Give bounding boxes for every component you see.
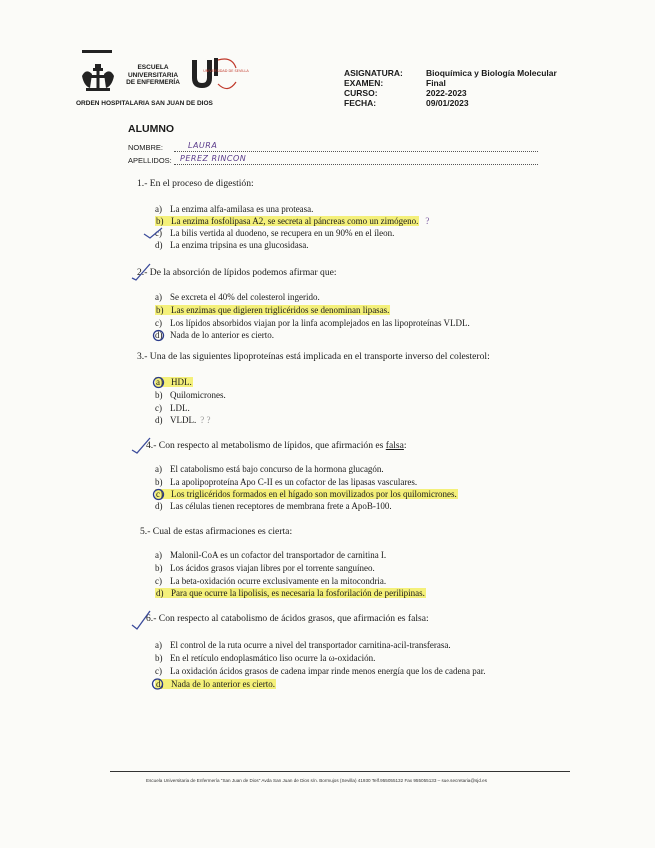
info-value: 2022-2023 — [426, 88, 467, 98]
surname-handwritten: PEREZ RINCON — [180, 154, 247, 163]
exam-info — [344, 68, 557, 108]
q5-option-a: a) Malonil-CoA es un cofactor del transportador de carnitina I. — [155, 550, 387, 560]
info-label: EXAMEN: — [344, 78, 384, 88]
school-line: ESCUELA — [137, 64, 169, 71]
name-line — [174, 139, 538, 152]
top-rule — [82, 50, 112, 53]
q1-option-b: b) La enzima fosfolipasa A2, se secreta al páncreas como un zimógeno. ? — [156, 216, 430, 226]
name-field — [128, 139, 538, 152]
q3-option-d: d) VLDL. ? ? — [155, 415, 211, 425]
q6-option-a: a) El control de la ruta ocurre a nivel del transportador carnitina-acil-transferasa. — [155, 640, 451, 650]
school-name — [120, 64, 186, 87]
q6-option-d: d) Nada de lo anterior es cierto. — [156, 679, 275, 689]
q6-option-b: b) En el retículo endoplasmático liso ocurre la ω-oxidación. — [155, 653, 376, 663]
slash-mark-icon — [130, 262, 152, 282]
name-handwritten: LAURA — [188, 141, 218, 150]
surname-label: APELLIDOS: — [128, 156, 172, 165]
footer-rule — [110, 771, 570, 772]
question-3: 3.- Una de las siguientes lipoproteínas está implicada en el transporte inverso del colesterol: — [137, 351, 490, 362]
surname-field — [128, 152, 538, 165]
order-name: ORDEN HOSPITALARIA SAN JUAN DE DIOS — [76, 100, 213, 107]
info-label: ASIGNATURA: — [344, 68, 403, 78]
info-value: 09/01/2023 — [426, 98, 469, 108]
q1-option-d: d) La enzima tripsina es una glucosidasa. — [155, 240, 309, 250]
q5-option-c: c) La beta-oxidación ocurre exclusivamente en la mitocondria. — [155, 576, 387, 586]
circle-mark-icon — [152, 329, 165, 342]
q1-note: ? — [425, 216, 430, 226]
school-line: UNIVERSITARIA — [127, 71, 179, 79]
university-seal-logo — [188, 54, 249, 100]
q4-option-c: c) Los triglicéridos formados en el hígado son movilizados por los quilomicrones. — [156, 489, 457, 499]
question-2: 2.- De la absorción de lípidos podemos afirmar que: — [137, 267, 337, 278]
q5-option-b: b) Los ácidos grasos viajan libres por el torrente sanguíneo. — [155, 563, 375, 573]
footer-text: Escuela Universitaria de Enfermería "San Juan de Dios" Avda San Juan de Dios s/n. Bormujos (Sevilla) 41930 Telf.955055132 Fax 955055133 – sue.secretaria@sjd.es — [146, 778, 487, 783]
school-line: DE ENFERMERÍA — [126, 79, 180, 86]
slash-mark-icon — [130, 436, 152, 456]
student-title: ALUMNO — [128, 123, 175, 135]
question-4: 4.- Con respecto al metabolismo de lípidos, que afirmación es falsa: — [146, 440, 407, 451]
name-label: NOMBRE: — [128, 143, 164, 152]
q4-option-d: d) Las células tienen receptores de membrana frete a ApoB-100. — [155, 501, 392, 511]
question-6: 6.- Con respecto al catabolismo de ácidos grasos, que afirmación es falsa: — [146, 613, 429, 624]
q1-option-a: a) La enzima alfa-amilasa es una proteasa. — [155, 204, 314, 214]
q3-note: ? ? — [200, 415, 211, 425]
circle-mark-icon — [152, 376, 165, 389]
q2-option-d: d) Nada de lo anterior es cierto. — [155, 330, 274, 340]
q3-option-b: b) Quilomicrones. — [155, 390, 226, 400]
info-row — [344, 88, 557, 98]
seal-text: UNIVERSIDAD DE SEVILLA — [203, 69, 249, 73]
info-label: CURSO: — [344, 88, 378, 98]
info-row — [344, 98, 557, 108]
order-cross-logo — [78, 62, 118, 92]
q3-option-c: c) LDL. — [155, 403, 190, 413]
q6-option-c: c) La oxidación ácidos grasos de cadena impar rinde menos energía que los de cadena par. — [155, 666, 486, 676]
question-1: 1.- En el proceso de digestión: — [137, 178, 254, 189]
info-row — [344, 68, 557, 78]
info-value: Bioquímica y Biología Molecular — [426, 68, 557, 78]
q4-option-b: b) La apolipoproteína Apo C-II es un cofactor de las lipasas vasculares. — [155, 477, 418, 487]
info-value: Final — [426, 78, 446, 88]
q2-option-b: b) Las enzimas que digieren triglicéridos se denominan lipasas. — [156, 305, 390, 315]
q2-option-c: c) Los lípidos absorbidos viajan por la linfa acomplejados en las lipoproteínas VLDL. — [155, 318, 470, 328]
slash-mark-icon — [130, 609, 152, 633]
info-row — [344, 78, 557, 88]
checkmark-icon — [142, 226, 164, 240]
q1-option-c: c) La bilis vertida al duodeno, se recupera en un 90% en el íleon. — [155, 228, 395, 238]
q4-option-a: a) El catabolismo está bajo concurso de la hormona glucagón. — [155, 464, 384, 474]
q2-option-a: a) Se excreta el 40% del colesterol ingerido. — [155, 292, 320, 302]
question-5: 5.- Cual de estas afirmaciones es cierta: — [140, 526, 293, 537]
info-label: FECHA: — [344, 98, 377, 108]
q3-option-a: a) HDL. — [156, 377, 192, 387]
circle-mark-icon — [152, 488, 165, 501]
circle-mark-icon — [151, 677, 164, 691]
surname-line — [174, 152, 538, 165]
q5-option-d: d) Para que ocurre la lipolisis, es necesaria la fosforilación de perilipinas. — [156, 588, 425, 598]
